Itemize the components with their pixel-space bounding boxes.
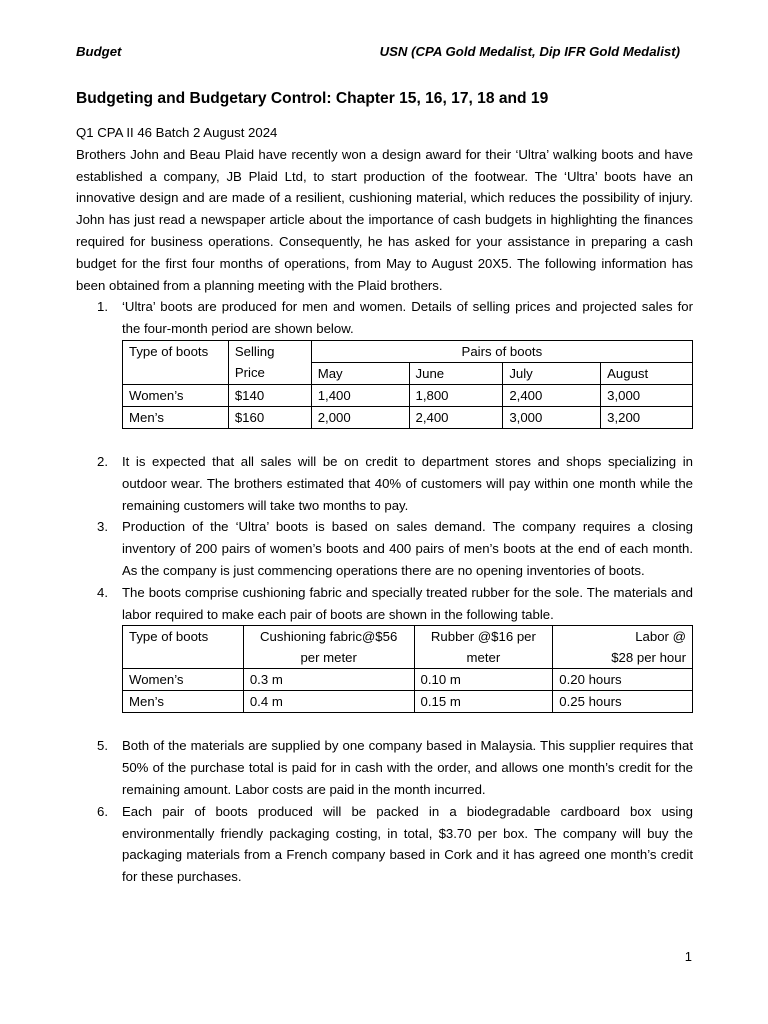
table-cell: Men’s bbox=[123, 691, 244, 713]
table-cell: 0.15 m bbox=[414, 691, 553, 713]
table-cell: 3,000 bbox=[601, 384, 693, 406]
list-text: ‘Ultra’ boots are produced for men and women. Details of selling prices and projected sales for the four-month period are shown below. bbox=[122, 299, 693, 337]
table-cell: 0.3 m bbox=[243, 669, 414, 691]
header-cell: Type of boots bbox=[123, 626, 244, 648]
header-cell: $28 per hour bbox=[553, 647, 693, 669]
table-header-row bbox=[123, 647, 693, 669]
list-item-6 bbox=[76, 801, 693, 888]
page-number: 1 bbox=[684, 949, 692, 964]
table-cell: 0.20 hours bbox=[553, 669, 693, 691]
list-number: 5. bbox=[97, 738, 108, 754]
header-cell: May bbox=[311, 362, 409, 384]
header-left: Budget bbox=[76, 44, 122, 59]
page-title: Budgeting and Budgetary Control: Chapter 15, 16, 17, 18 and 19 bbox=[76, 90, 549, 107]
header-cell: Labor @ bbox=[553, 626, 693, 648]
table-header-row bbox=[123, 362, 693, 384]
header-cell: meter bbox=[414, 647, 553, 669]
list-number: 2. bbox=[97, 453, 108, 469]
table-cell: 0.25 hours bbox=[553, 691, 693, 713]
table-cell: 1,800 bbox=[409, 384, 503, 406]
list-number: 6. bbox=[97, 803, 108, 819]
table-cell: $160 bbox=[228, 406, 311, 428]
table-row bbox=[123, 691, 693, 713]
list-item-3 bbox=[76, 516, 693, 581]
list-text: Each pair of boots produced will be packed in a biodegradable cardboard box using environmentally friendly packaging costing, in total, $3.70 per box. The company will buy the packaging materials from a French company based in Cork and it has agreed one month’s credit for these purchases. bbox=[122, 803, 693, 885]
document-body bbox=[76, 122, 693, 888]
table-row bbox=[123, 669, 693, 691]
table-cell: Men’s bbox=[123, 406, 229, 428]
table-cell: 2,000 bbox=[311, 406, 409, 428]
header-cell: July bbox=[503, 362, 601, 384]
list-item-2 bbox=[76, 451, 693, 516]
table-row bbox=[123, 384, 693, 406]
header-cell: Cushioning fabric@$56 bbox=[243, 626, 414, 648]
table-cell: Women’s bbox=[123, 669, 244, 691]
table-cell: 3,000 bbox=[503, 406, 601, 428]
sales-table bbox=[122, 340, 693, 429]
header-cell: Rubber @$16 per bbox=[414, 626, 553, 648]
list-number: 1. bbox=[97, 299, 108, 315]
header-cell: Pairs of boots bbox=[311, 340, 692, 362]
table-cell: Women’s bbox=[123, 384, 229, 406]
list-number: 4. bbox=[97, 584, 108, 600]
materials-table bbox=[122, 625, 693, 713]
table-row bbox=[123, 406, 693, 428]
table-cell: 0.10 m bbox=[414, 669, 553, 691]
list-item-4 bbox=[76, 582, 693, 626]
table-cell: 2,400 bbox=[503, 384, 601, 406]
list-text: Both of the materials are supplied by one company based in Malaysia. This supplier requires that 50% of the purchase total is paid for in cash with the order, and allows one month’s credit for the remaining amount. Labor costs are paid in the month incurred. bbox=[122, 738, 693, 797]
header-cell: per meter bbox=[243, 647, 414, 669]
list-text: The boots comprise cushioning fabric and specially treated rubber for the sole. The materials and labor required to make each pair of boots are shown in the following table. bbox=[122, 584, 693, 622]
intro-paragraph: Brothers John and Beau Plaid have recently won a design award for their ‘Ultra’ walking boots and have established a company, JB Plaid Ltd, to start production of the footwear. The ‘Ultra’ boots have an innovative design and are made of a resilient, cushioning material, which reduces the possibility of injury. John has just read a newspaper article about the importance of cash budgets in highlighting the finances required for business operations. Consequently, he has asked for your assistance in preparing a cash budget for the first four months of operations, from May to August 20X5. The following information has been obtained from a planning meeting with the Plaid brothers. bbox=[76, 146, 693, 293]
table-cell: 3,200 bbox=[601, 406, 693, 428]
header-cell: Type of boots bbox=[123, 340, 229, 362]
list-number: 3. bbox=[97, 519, 108, 535]
table-header-row bbox=[123, 340, 693, 362]
list-text: Production of the ‘Ultra’ boots is based on sales demand. The company requires a closing inventory of 200 pairs of women’s boots and 400 pairs of men’s boots at the end of each month. As the company is just commencing operations there are no opening inventories of boots. bbox=[122, 519, 693, 578]
header-cell: June bbox=[409, 362, 503, 384]
header-cell: August bbox=[601, 362, 693, 384]
table-cell: 2,400 bbox=[409, 406, 503, 428]
question-reference: Q1 CPA II 46 Batch 2 August 2024 bbox=[76, 125, 278, 140]
header-cell: Price bbox=[228, 362, 311, 384]
table-cell: 1,400 bbox=[311, 384, 409, 406]
header-right: USN (CPA Gold Medalist, Dip IFR Gold Medalist) bbox=[379, 44, 680, 59]
header-cell: Selling bbox=[228, 340, 311, 362]
running-header bbox=[76, 42, 680, 62]
list-item-1 bbox=[76, 296, 693, 340]
table-cell: 0.4 m bbox=[243, 691, 414, 713]
list-item-5 bbox=[76, 735, 693, 800]
list-text: It is expected that all sales will be on credit to department stores and shops specializing in outdoor wear. The brothers estimated that 40% of customers will pay within one month while the remaining customers will take two months to pay. bbox=[122, 453, 693, 513]
table-cell: $140 bbox=[228, 384, 311, 406]
table-header-row bbox=[123, 626, 693, 648]
